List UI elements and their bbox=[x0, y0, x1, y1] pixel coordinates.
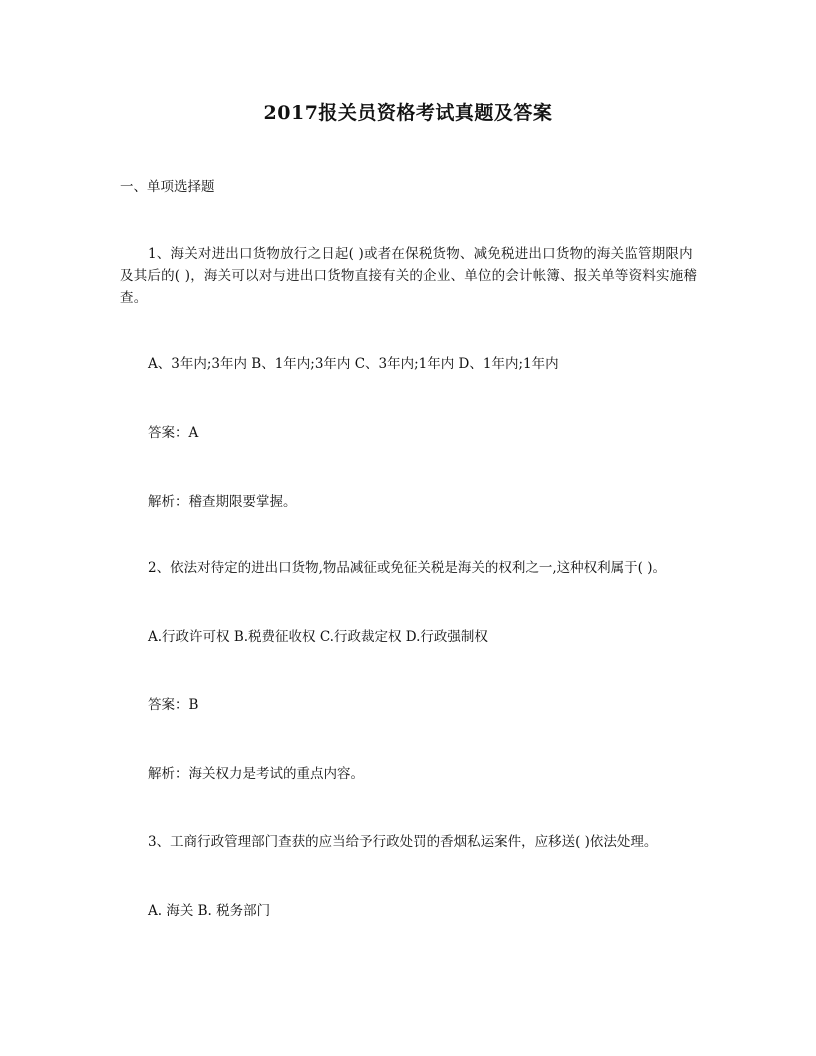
question-3-options: A. 海关 B. 税务部门 bbox=[148, 903, 271, 919]
section-heading: 一、单项选择题 bbox=[120, 179, 215, 195]
question-2-analysis: 解析：海关权力是考试的重点内容。 bbox=[148, 766, 364, 782]
question-3-text: 3、工商行政管理部门查获的应当给予行政处罚的香烟私运案件，应移送( )依法处理。 bbox=[148, 834, 658, 850]
question-2-answer: 答案：B bbox=[148, 697, 199, 713]
question-1-analysis: 解析：稽查期限要掌握。 bbox=[148, 494, 297, 510]
question-1-text: 1、海关对进出口货物放行之日起( )或者在保税货物、减免税进出口货物的海关监管期限内及其后的( )，海关可以对与进出口货物直接有关的企业、单位的会计帐簿、报关单等资料实施稽查。 bbox=[120, 246, 698, 306]
question-1-options: A、3年内;3年内 B、1年内;3年内 C、3年内;1年内 D、1年内;1年内 bbox=[148, 356, 559, 372]
question-2-text: 2、依法对待定的进出口货物,物品减征或免征关税是海关的权利之一,这种权利属于( )。 bbox=[148, 560, 666, 576]
document-title: 2017报关员资格考试真题及答案 bbox=[263, 102, 553, 124]
question-2-options: A.行政许可权 B.税费征收权 C.行政裁定权 D.行政强制权 bbox=[148, 629, 488, 645]
question-1-answer: 答案：A bbox=[148, 425, 199, 441]
